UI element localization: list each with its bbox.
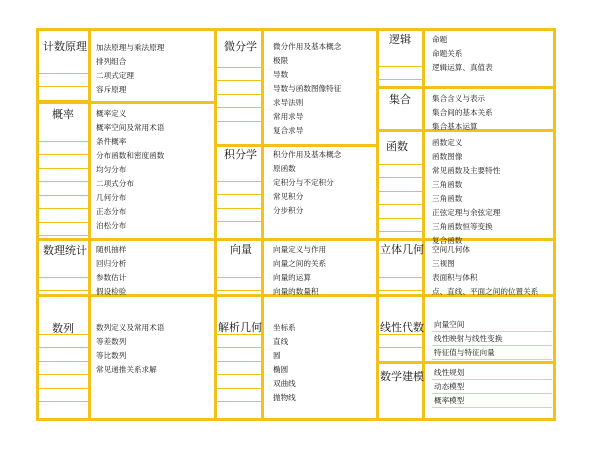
list-item: 定积分与不定积分	[273, 178, 334, 187]
sequences-items	[96, 321, 164, 377]
list-item: 导数	[273, 70, 289, 79]
list-item: 常见函数及主要特性	[432, 166, 501, 175]
list-item: 函数定义	[432, 138, 463, 147]
list-item: 圆	[273, 351, 281, 360]
section-title-linear-algebra: 线性代数	[380, 321, 424, 334]
list-item: 原函数	[273, 164, 296, 173]
list-item: 常见积分	[273, 192, 304, 201]
section-title-sets: 集合	[389, 93, 411, 106]
label-rules	[39, 60, 88, 101]
list-item: 求导法则	[273, 98, 304, 107]
list-item: 概率定义	[96, 109, 127, 118]
section-title-functions: 函数	[386, 140, 408, 153]
label-rules	[376, 151, 422, 232]
section-title-counting: 计数原理	[43, 40, 87, 53]
list-item: 回归分析	[96, 259, 127, 268]
list-item: 点、直线、平面之间的位置关系	[432, 287, 539, 296]
list-item: 泊松分布	[96, 221, 127, 230]
statistics-items	[96, 243, 126, 299]
list-item: 抛物线	[273, 393, 296, 402]
list-item: 线性映射与线性变换	[432, 332, 552, 346]
list-item: 正弦定理与余弦定理	[432, 208, 501, 217]
list-item: 正态分布	[96, 207, 127, 216]
section-title-differential: 微分学	[224, 40, 257, 53]
label-rules	[214, 264, 261, 291]
list-item: 排列组合	[96, 57, 127, 66]
list-item: 导数与函数图像特征	[273, 84, 342, 93]
list-item: 动态模型	[432, 380, 552, 394]
list-item: 加法原理与乘法原理	[96, 43, 165, 52]
list-item: 分布函数和密度函数	[96, 151, 165, 160]
list-item: 极限	[273, 56, 289, 65]
list-item: 表面积与体积	[432, 273, 478, 282]
list-item: 向量的运算	[273, 273, 311, 282]
functions-items	[432, 136, 500, 248]
list-item: 线性规划	[432, 366, 552, 380]
probability-items	[96, 107, 164, 233]
section-title-sequences: 数列	[52, 322, 74, 335]
list-item: 坐标系	[273, 323, 296, 332]
list-item: 向量定义与作用	[273, 245, 327, 254]
label-rules	[39, 264, 88, 291]
section-title-math-modeling: 数学建模	[380, 370, 424, 383]
list-item: 积分作用及基本概念	[273, 150, 342, 159]
label-rules	[376, 264, 422, 291]
list-item: 集合基本运算	[432, 122, 478, 131]
section-title-vectors: 向量	[230, 243, 252, 256]
section-title-analytic-geometry: 解析几何	[218, 321, 262, 334]
math-modeling-items	[432, 366, 552, 408]
row-divider	[214, 144, 376, 147]
list-item: 微分作用及基本概念	[273, 42, 342, 51]
row-divider	[376, 86, 553, 89]
list-item: 条件概率	[96, 137, 127, 146]
list-item: 双曲线	[273, 379, 296, 388]
solid-geometry-items	[432, 243, 538, 299]
list-item: 二项式定理	[96, 71, 134, 80]
counting-items	[96, 41, 164, 97]
differential-items	[273, 40, 341, 138]
list-item: 等比数列	[96, 351, 127, 360]
column-divider	[261, 31, 264, 418]
list-item: 逻辑运算、真值表	[432, 63, 493, 72]
list-item: 空间几何体	[432, 245, 470, 254]
row-divider	[39, 101, 217, 104]
list-item: 三角函数	[432, 194, 463, 203]
list-item: 椭圆	[273, 365, 289, 374]
column-divider	[88, 31, 91, 418]
list-item: 函数图像	[432, 152, 463, 161]
list-item: 向量的数量积	[273, 287, 319, 296]
column-divider	[422, 31, 425, 418]
list-item: 常用求导	[273, 112, 304, 121]
analytic-geometry-items	[273, 321, 296, 405]
list-item: 特征值与特征向量	[432, 346, 552, 360]
list-item: 集合含义与表示	[432, 94, 486, 103]
section-title-solid-geometry: 立体几何	[380, 243, 424, 256]
section-title-integral: 积分学	[224, 148, 257, 161]
list-item: 均匀分布	[96, 165, 127, 174]
sets-items	[432, 92, 493, 134]
section-title-logic: 逻辑	[389, 33, 411, 46]
label-rules	[39, 128, 88, 236]
list-item: 常见递推关系求解	[96, 365, 157, 374]
list-item: 命题关系	[432, 49, 463, 58]
list-item: 假设检验	[96, 287, 127, 296]
row-divider	[376, 361, 553, 364]
list-item: 复合函数	[432, 236, 463, 245]
integral-items	[273, 148, 341, 218]
list-item: 三角函数	[432, 180, 463, 189]
list-item: 随机抽样	[96, 245, 127, 254]
section-title-statistics: 数理统计	[43, 244, 87, 257]
list-item: 向量空间	[432, 318, 552, 332]
list-item: 直线	[273, 337, 289, 346]
section-title-probability: 概率	[52, 108, 74, 121]
list-item: 数列定义及常用术语	[96, 323, 165, 332]
list-item: 等差数列	[96, 337, 127, 346]
list-item: 概率模型	[432, 394, 552, 408]
list-item: 概率空间及常用术语	[96, 123, 165, 132]
list-item: 三视图	[432, 259, 455, 268]
label-rules	[376, 53, 422, 80]
list-item: 分步积分	[273, 206, 304, 215]
list-item: 参数估计	[96, 273, 127, 282]
list-item: 向量之间的关系	[273, 259, 327, 268]
list-item: 几何分布	[96, 193, 127, 202]
list-item: 集合间的基本关系	[432, 108, 493, 117]
list-item: 命题	[432, 35, 448, 44]
list-item: 二项式分布	[96, 179, 134, 188]
logic-items	[432, 33, 493, 75]
linear-algebra-items	[432, 318, 552, 360]
label-rules	[214, 168, 261, 222]
list-item: 复合求导	[273, 126, 304, 135]
label-rules	[214, 54, 261, 122]
list-item: 容斥原理	[96, 85, 127, 94]
list-item: 三角函数恒等变换	[432, 222, 493, 231]
vectors-items	[273, 243, 326, 299]
